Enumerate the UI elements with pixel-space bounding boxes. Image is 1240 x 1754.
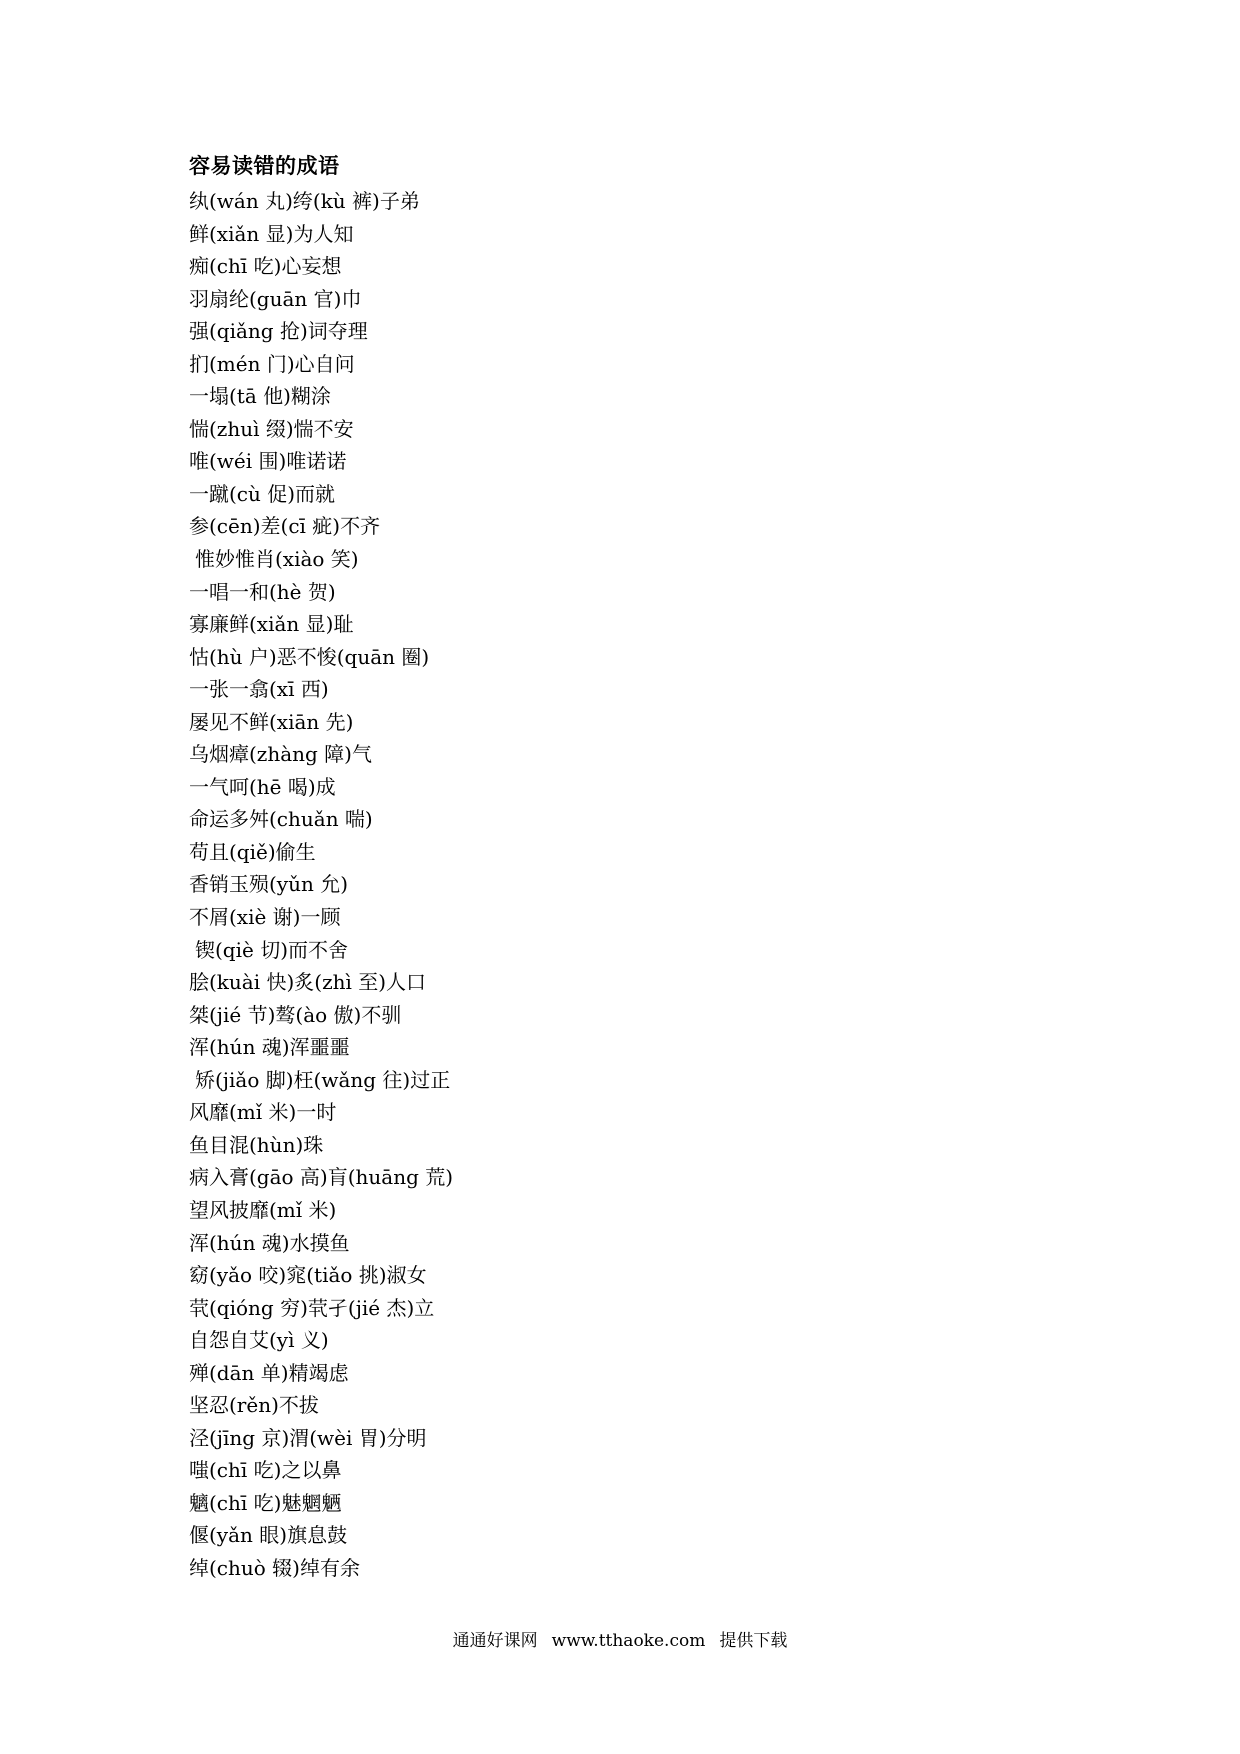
idiom-entry: 惴(zhuì 缀)惴不安 <box>189 416 354 441</box>
idiom-entry: 殚(dān 单)精竭虑 <box>189 1360 349 1385</box>
idiom-entry: 茕(qióng 穷)茕孑(jié 杰)立 <box>189 1295 435 1320</box>
idiom-entry: 矫(jiǎo 脚)枉(wǎng 往)过正 <box>195 1067 451 1092</box>
idiom-entry: 病入膏(gāo 高)肓(huāng 荒) <box>189 1165 454 1190</box>
page-title: 容易读错的成语 <box>189 154 340 178</box>
idiom-entry: 强(qiǎng 抢)词夺理 <box>189 319 368 344</box>
idiom-entry: 参(cēn)差(cī 疵)不齐 <box>189 514 381 539</box>
idiom-entry: 一蹴(cù 促)而就 <box>189 481 336 506</box>
idiom-entry: 鱼目混(hùn)珠 <box>189 1132 324 1157</box>
idiom-entry: 锲(qiè 切)而不舍 <box>195 937 348 962</box>
idiom-entry: 嗤(chī 吃)之以鼻 <box>189 1458 342 1483</box>
idiom-entry: 望风披靡(mǐ 米) <box>189 1197 337 1222</box>
idiom-entry: 魑(chī 吃)魅魍魉 <box>189 1490 342 1515</box>
idiom-entry: 偃(yǎn 眼)旗息鼓 <box>189 1523 348 1548</box>
idiom-entry: 桀(jié 节)骜(ào 傲)不驯 <box>189 1002 402 1027</box>
idiom-entry: 唯(wéi 围)唯诺诺 <box>189 449 347 474</box>
idiom-entry: 命运多舛(chuǎn 喘) <box>189 807 373 832</box>
page-footer <box>0 1629 1240 1653</box>
idiom-entry: 羽扇纶(guān 官)巾 <box>189 286 362 311</box>
idiom-entry: 浑(hún 魂)水摸鱼 <box>189 1230 350 1255</box>
idiom-entry: 寡廉鲜(xiǎn 显)耻 <box>189 612 354 637</box>
idiom-entry: 浑(hún 魂)浑噩噩 <box>189 1035 350 1060</box>
idiom-entry: 纨(wán 丸)绔(kù 裤)子弟 <box>189 189 420 213</box>
idiom-entry: 自怨自艾(yì 义) <box>189 1328 329 1353</box>
footer-url[interactable]: www.tthaoke.com <box>551 1631 706 1651</box>
footer-note: 提供下载 <box>719 1631 788 1651</box>
idiom-entry: 屡见不鲜(xiān 先) <box>189 709 354 734</box>
idiom-entry: 脍(kuài 快)炙(zhì 至)人口 <box>189 970 427 995</box>
idiom-entry: 鲜(xiǎn 显)为人知 <box>189 221 354 246</box>
footer-site-name: 通通好课网 <box>452 1631 538 1651</box>
idiom-entry: 不屑(xiè 谢)一顾 <box>189 905 341 930</box>
idiom-entry: 一塌(tā 他)糊涂 <box>189 384 331 409</box>
idiom-entry: 扪(mén 门)心自问 <box>189 351 355 376</box>
idiom-entry: 一张一翕(xī 西) <box>189 677 329 702</box>
idiom-entry: 一气呵(hē 喝)成 <box>189 774 336 799</box>
idiom-list <box>189 185 453 1585</box>
idiom-entry: 痴(chī 吃)心妄想 <box>189 254 342 279</box>
idiom-entry: 乌烟瘴(zhàng 障)气 <box>189 742 372 767</box>
idiom-entry: 泾(jīng 京)渭(wèi 胃)分明 <box>189 1425 427 1450</box>
idiom-entry: 窈(yǎo 咬)窕(tiǎo 挑)淑女 <box>189 1263 427 1288</box>
idiom-entry: 风靡(mǐ 米)一时 <box>189 1100 337 1125</box>
idiom-entry: 一唱一和(hè 贺) <box>189 579 336 604</box>
idiom-entry: 绰(chuò 辍)绰有余 <box>189 1555 360 1580</box>
idiom-entry: 香销玉殒(yǔn 允) <box>189 872 349 897</box>
idiom-entry: 苟且(qiě)偷生 <box>189 839 316 864</box>
idiom-entry: 坚忍(rěn)不拔 <box>189 1393 319 1418</box>
idiom-entry: 怙(hù 户)恶不悛(quān 圈) <box>189 644 430 669</box>
idiom-entry: 惟妙惟肖(xiào 笑) <box>195 547 359 572</box>
